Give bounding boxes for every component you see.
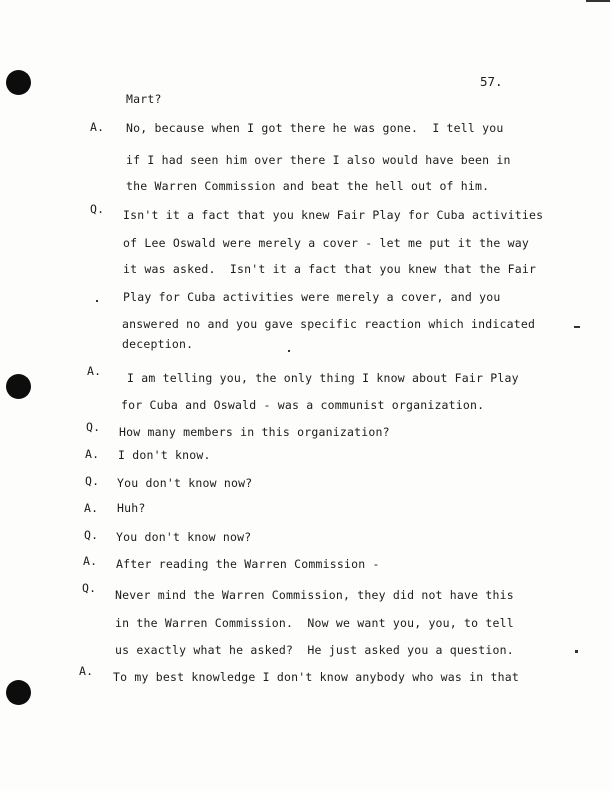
- transcript-line: Mart?: [126, 92, 162, 106]
- transcript-line: of Lee Oswald were merely a cover - let me put it the way: [123, 236, 530, 250]
- speaker-label: Q.: [82, 581, 97, 595]
- transcript-line: I am telling you, the only thing I know about Fair Play: [127, 371, 519, 385]
- transcript-line: for Cuba and Oswald - was a communist organization.: [121, 398, 485, 412]
- speaker-label: Q.: [85, 474, 100, 488]
- speaker-label: Q.: [84, 528, 99, 542]
- speaker-label: Q.: [90, 202, 105, 216]
- speaker-label: A.: [83, 554, 98, 568]
- page-number: 57.: [480, 74, 503, 89]
- transcript-line: I don't know.: [118, 448, 211, 462]
- transcript-line: if I had seen him over there I also would have been in: [126, 153, 511, 167]
- transcript-line: You don't know now?: [117, 476, 253, 490]
- transcript-line: Huh?: [117, 501, 146, 515]
- punch-hole: [6, 374, 31, 399]
- transcript-line: the Warren Commission and beat the hell out of him.: [126, 179, 490, 193]
- transcript-line: Never mind the Warren Commission, they did not have this: [115, 588, 514, 602]
- transcript-line: To my best knowledge I don't know anybody who was in that: [113, 670, 520, 684]
- speaker-label: A.: [79, 664, 94, 678]
- speaker-label: Q.: [86, 420, 101, 434]
- transcript-line: No, because when I got there he was gone. I tell you: [126, 121, 504, 135]
- speaker-label: A.: [85, 447, 100, 461]
- transcript-line: How many members in this organization?: [119, 425, 390, 439]
- transcript-line: in the Warren Commission. Now we want you, you, to tell: [115, 616, 514, 630]
- speaker-label: A.: [90, 120, 105, 134]
- scan-speck: [96, 300, 98, 302]
- transcript-line: Isn't it a fact that you knew Fair Play for Cuba activities: [123, 208, 544, 222]
- transcript-line: deception.: [122, 337, 194, 351]
- transcript-line: You don't know now?: [116, 530, 252, 544]
- transcript-line: it was asked. Isn't it a fact that you knew that the Fair: [123, 262, 537, 276]
- punch-hole: [6, 70, 31, 95]
- transcript-line: After reading the Warren Commission -: [116, 557, 380, 571]
- scan-speck: [574, 326, 580, 328]
- scan-mark: [586, 0, 610, 2]
- transcript-line: us exactly what he asked? He just asked you a question.: [115, 643, 514, 657]
- speaker-label: A.: [87, 364, 102, 378]
- scan-speck: [575, 650, 578, 653]
- transcript-line: answered no and you gave specific reaction which indicated: [122, 317, 536, 331]
- transcript-line: Play for Cuba activities were merely a cover, and you: [123, 290, 501, 304]
- scan-speck: [288, 350, 290, 352]
- punch-hole: [6, 680, 31, 705]
- speaker-label: A.: [84, 501, 99, 515]
